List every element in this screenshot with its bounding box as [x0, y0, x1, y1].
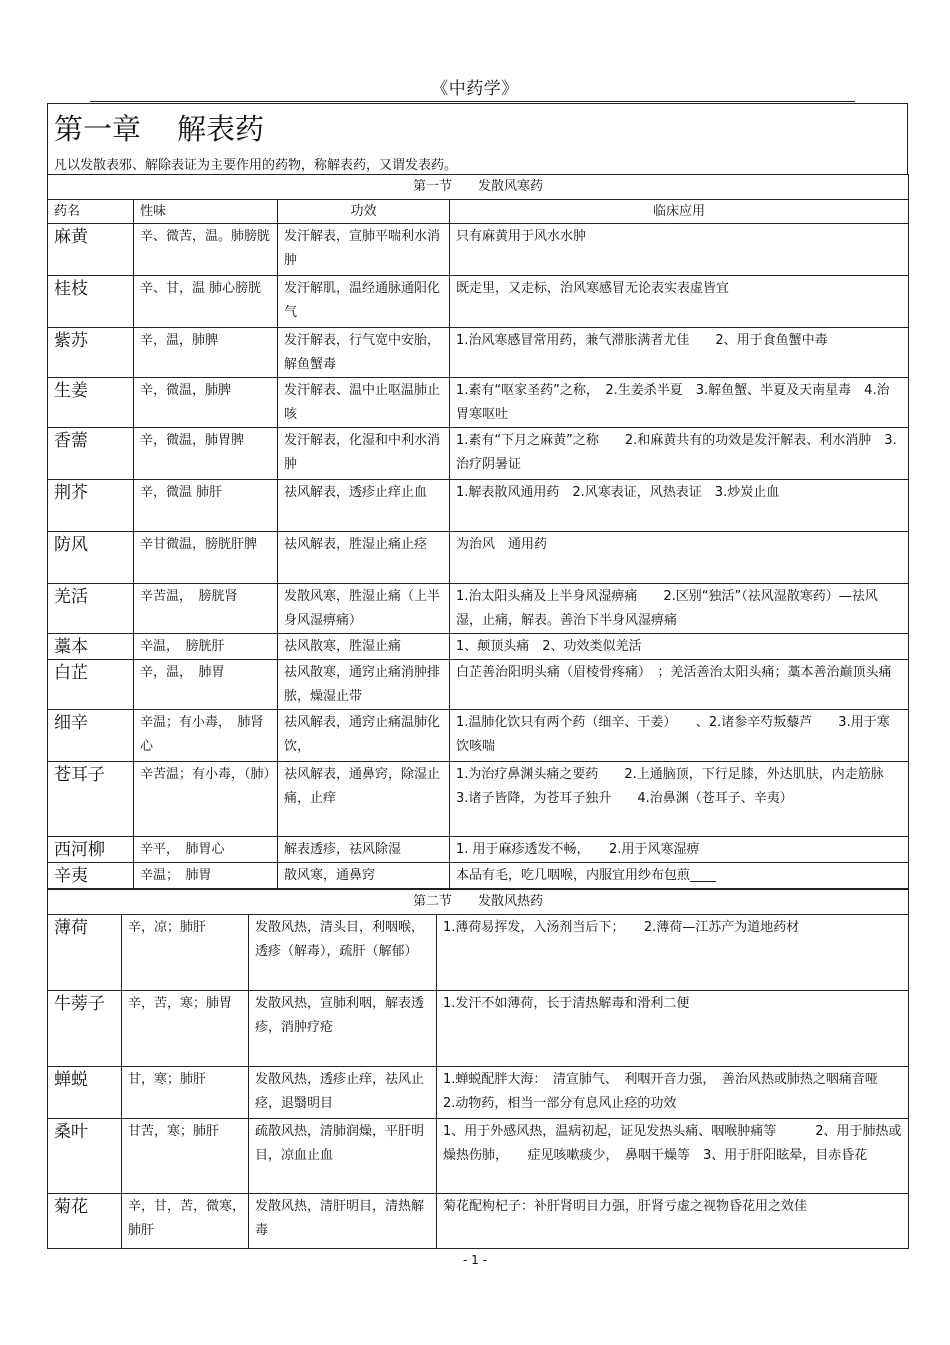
drug-usage: 1.温肺化饮只有两个药（细辛、干姜） 、2.诸参辛芍叛藜芦 3.用于寒饮咳喘	[450, 710, 909, 762]
drug-name: 白芷	[48, 660, 134, 710]
page-number: - 1 -	[463, 1253, 487, 1267]
drug-row	[48, 1194, 909, 1249]
drug-nature: 辛，微温，肺胃脾	[134, 428, 278, 480]
drug-effect: 祛风解表，胜湿止痛止痉	[278, 532, 450, 584]
drug-usage: 1.素有“下月之麻黄”之称 2.和麻黄共有的功效是发汗解表、利水消肿 3.治疗阴暑证	[450, 428, 909, 480]
drug-nature: 辛苦温， 膀胱肾	[134, 584, 278, 634]
drug-usage: 1.薄荷易挥发，入汤剂当后下； 2.薄荷—江苏产为道地药材	[437, 915, 909, 991]
drug-name: 荆芥	[48, 480, 134, 532]
drug-nature: 辛，温，肺脾	[134, 328, 278, 378]
drug-name: 桑叶	[48, 1119, 122, 1194]
drug-name: 藁本	[48, 634, 134, 660]
drug-effect: 发汗解表，宣肺平喘利水消肿	[278, 224, 450, 276]
column-header-name: 药名	[48, 200, 134, 224]
drug-row	[48, 991, 909, 1067]
drug-usage: 只有麻黄用于风水水肿	[450, 224, 909, 276]
drug-usage: 1.蝉蜕配胖大海： 清宣肺气、 利咽开音力强， 善治风热或肺热之咽痛音哑 2.动物药，相当一部分有息风止痉的功效	[437, 1067, 909, 1119]
drug-nature: 辛、微苦，温。肺膀胱	[134, 224, 278, 276]
drug-name: 辛夷	[48, 863, 134, 889]
drug-effect: 发汗解表、温中止呕温肺止咳	[278, 378, 450, 428]
drug-name: 麻黄	[48, 224, 134, 276]
column-header-nature: 性味	[134, 200, 278, 224]
drug-effect: 发汗解表，行气宽中安胎，解鱼蟹毒	[278, 328, 450, 378]
drug-usage: 1. 用于麻疹透发不畅， 2.用于风寒湿痹	[450, 837, 909, 863]
drug-name: 桂枝	[48, 276, 134, 328]
chapter-number: 第一章	[54, 112, 142, 146]
section1-body	[48, 175, 909, 889]
chapter-name: 解表药	[177, 112, 265, 146]
drug-name: 羌活	[48, 584, 134, 634]
chapter-title	[54, 110, 907, 148]
drug-row	[48, 863, 909, 889]
drug-name: 蝉蜕	[48, 1067, 122, 1119]
drug-nature: 辛温； 肺胃	[134, 863, 278, 889]
section2-table	[47, 889, 909, 1249]
drug-effect: 发散风热，宣肺利咽，解表透疹，消肿疗疮	[249, 991, 437, 1067]
drug-row	[48, 328, 909, 378]
drug-usage: 1.素有“呕家圣药”之称， 2.生姜杀半夏 3.解鱼蟹、半夏及天南星毒 4.治胃寒呕吐	[450, 378, 909, 428]
drug-usage: 白芷善治阳明头痛（眉棱骨疼痛） ；羌活善治太阳头痛；藁本善治巅顶头痛	[450, 660, 909, 710]
chapter-header	[47, 103, 908, 174]
drug-row	[48, 584, 909, 634]
drug-effect: 发汗解表，化湿和中利水消肿	[278, 428, 450, 480]
drug-usage: 1.治风寒感冒常用药，兼气滞胀满者尤佳 2、用于食鱼蟹中毒	[450, 328, 909, 378]
drug-nature: 辛，凉；肺肝	[122, 915, 249, 991]
drug-row	[48, 276, 909, 328]
drug-effect: 发散风热，透疹止痒，祛风止痉，退翳明目	[249, 1067, 437, 1119]
section-heading-row	[48, 175, 909, 200]
drug-name: 细辛	[48, 710, 134, 762]
drug-effect: 祛风解表，透疹止痒止血	[278, 480, 450, 532]
drug-usage: 1.为治疗鼻渊头痛之要药 2.上通脑顶，下行足膝，外达肌肤，内走筋脉 3.诸子皆降，为苍耳子独升 4.治鼻渊（苍耳子、辛夷）	[450, 762, 909, 837]
column-header-row	[48, 200, 909, 224]
drug-name: 防风	[48, 532, 134, 584]
drug-effect: 发散风寒，胜湿止痛（上半身风湿痹痛）	[278, 584, 450, 634]
drug-nature: 辛、甘，温 肺心膀胱	[134, 276, 278, 328]
drug-nature: 甘苦，寒；肺肝	[122, 1119, 249, 1194]
section2-title: 第二节 发散风热药	[48, 890, 909, 915]
drug-nature: 辛，苦，寒；肺胃	[122, 991, 249, 1067]
drug-row	[48, 634, 909, 660]
drug-effect: 疏散风热，清肺润燥，平肝明目，凉血止血	[249, 1119, 437, 1194]
drug-effect: 发散风热，清肝明目，清热解毒	[249, 1194, 437, 1249]
drug-usage: 1、用于外感风热，温病初起，证见发热头痛、咽喉肿痛等 2、用于肺热或燥热伤肺， 症见咳嗽痰少， 鼻咽干燥等 3、用于肝阳眩晕，目赤昏花	[437, 1119, 909, 1194]
drug-row	[48, 1119, 909, 1194]
section1-title: 第一节 发散风寒药	[48, 175, 909, 200]
drug-usage: 1.发汗不如薄荷，长于清热解毒和滑利二便	[437, 991, 909, 1067]
drug-usage: 菊花配枸杞子：补肝肾明目力强，肝肾亏虚之视物昏花用之效佳	[437, 1194, 909, 1249]
column-header-usage: 临床应用	[450, 200, 909, 224]
header-rule	[90, 101, 855, 102]
drug-name: 香薷	[48, 428, 134, 480]
drug-effect: 散风寒，通鼻窍	[278, 863, 450, 889]
drug-nature: 辛温；有小毒， 肺肾心	[134, 710, 278, 762]
drug-nature: 辛，微温 肺肝	[134, 480, 278, 532]
drug-usage: 1.治太阳头痛及上半身风湿痹痛 2.区别“独活”（祛风湿散寒药）—祛风湿，止痛，解表。善治下半身风湿痹痛	[450, 584, 909, 634]
chapter-intro: 凡以发散表邪、解除表证为主要作用的药物，称解表药，又谓发表药。	[54, 158, 458, 173]
drug-row	[48, 428, 909, 480]
drug-usage: 1.解表散风通用药 2.风寒表证，风热表证 3.炒炭止血	[450, 480, 909, 532]
column-header-effect: 功效	[278, 200, 450, 224]
section-heading-row	[48, 890, 909, 915]
drug-nature: 甘，寒；肺肝	[122, 1067, 249, 1119]
drug-name: 生姜	[48, 378, 134, 428]
drug-effect: 解表透疹，祛风除湿	[278, 837, 450, 863]
drug-effect: 祛风解表，通窍止痛温肺化饮，	[278, 710, 450, 762]
drug-row	[48, 762, 909, 837]
drug-row	[48, 660, 909, 710]
drug-nature: 辛苦温；有小毒，（肺）	[134, 762, 278, 837]
drug-name: 薄荷	[48, 915, 122, 991]
drug-nature: 辛平， 肺胃心	[134, 837, 278, 863]
drug-name: 苍耳子	[48, 762, 134, 837]
drug-name: 西河柳	[48, 837, 134, 863]
drug-nature: 辛温， 膀胱肝	[134, 634, 278, 660]
drug-effect: 祛风散寒，胜湿止痛	[278, 634, 450, 660]
drug-nature: 辛，甘，苦，微寒， 肺肝	[122, 1194, 249, 1249]
drug-effect: 发汗解肌，温经通脉通阳化气	[278, 276, 450, 328]
drug-nature: 辛，温， 肺胃	[134, 660, 278, 710]
drug-row	[48, 224, 909, 276]
drug-name: 紫苏	[48, 328, 134, 378]
drug-effect: 祛风解表，通鼻窍，除湿止痛，止痒	[278, 762, 450, 837]
drug-usage: 既走里，又走标，治风寒感冒无论表实表虚皆宜	[450, 276, 909, 328]
drug-name: 菊花	[48, 1194, 122, 1249]
drug-nature: 辛，微温，肺脾	[134, 378, 278, 428]
section1-table	[47, 174, 909, 889]
drug-usage: 为治风 通用药	[450, 532, 909, 584]
section2-body	[48, 890, 909, 1249]
drug-usage: 本品有毛，吃几咽喉，内服宜用纱布包煎____	[450, 863, 909, 889]
drug-effect: 发散风热，清头目，利咽喉，透疹（解毒），疏肝（解郁）	[249, 915, 437, 991]
drug-row	[48, 480, 909, 532]
drug-row	[48, 378, 909, 428]
drug-usage: 1、颠顶头痛 2、功效类似羌活	[450, 634, 909, 660]
drug-name: 牛蒡子	[48, 991, 122, 1067]
drug-row	[48, 532, 909, 584]
drug-row	[48, 1067, 909, 1119]
document-sheet	[47, 103, 908, 1249]
drug-effect: 祛风散寒，通窍止痛消肿排脓，燥湿止带	[278, 660, 450, 710]
page-header: 《中药学》	[431, 79, 519, 99]
drug-nature: 辛甘微温，膀胱肝脾	[134, 532, 278, 584]
drug-row	[48, 915, 909, 991]
drug-row	[48, 710, 909, 762]
drug-row	[48, 837, 909, 863]
